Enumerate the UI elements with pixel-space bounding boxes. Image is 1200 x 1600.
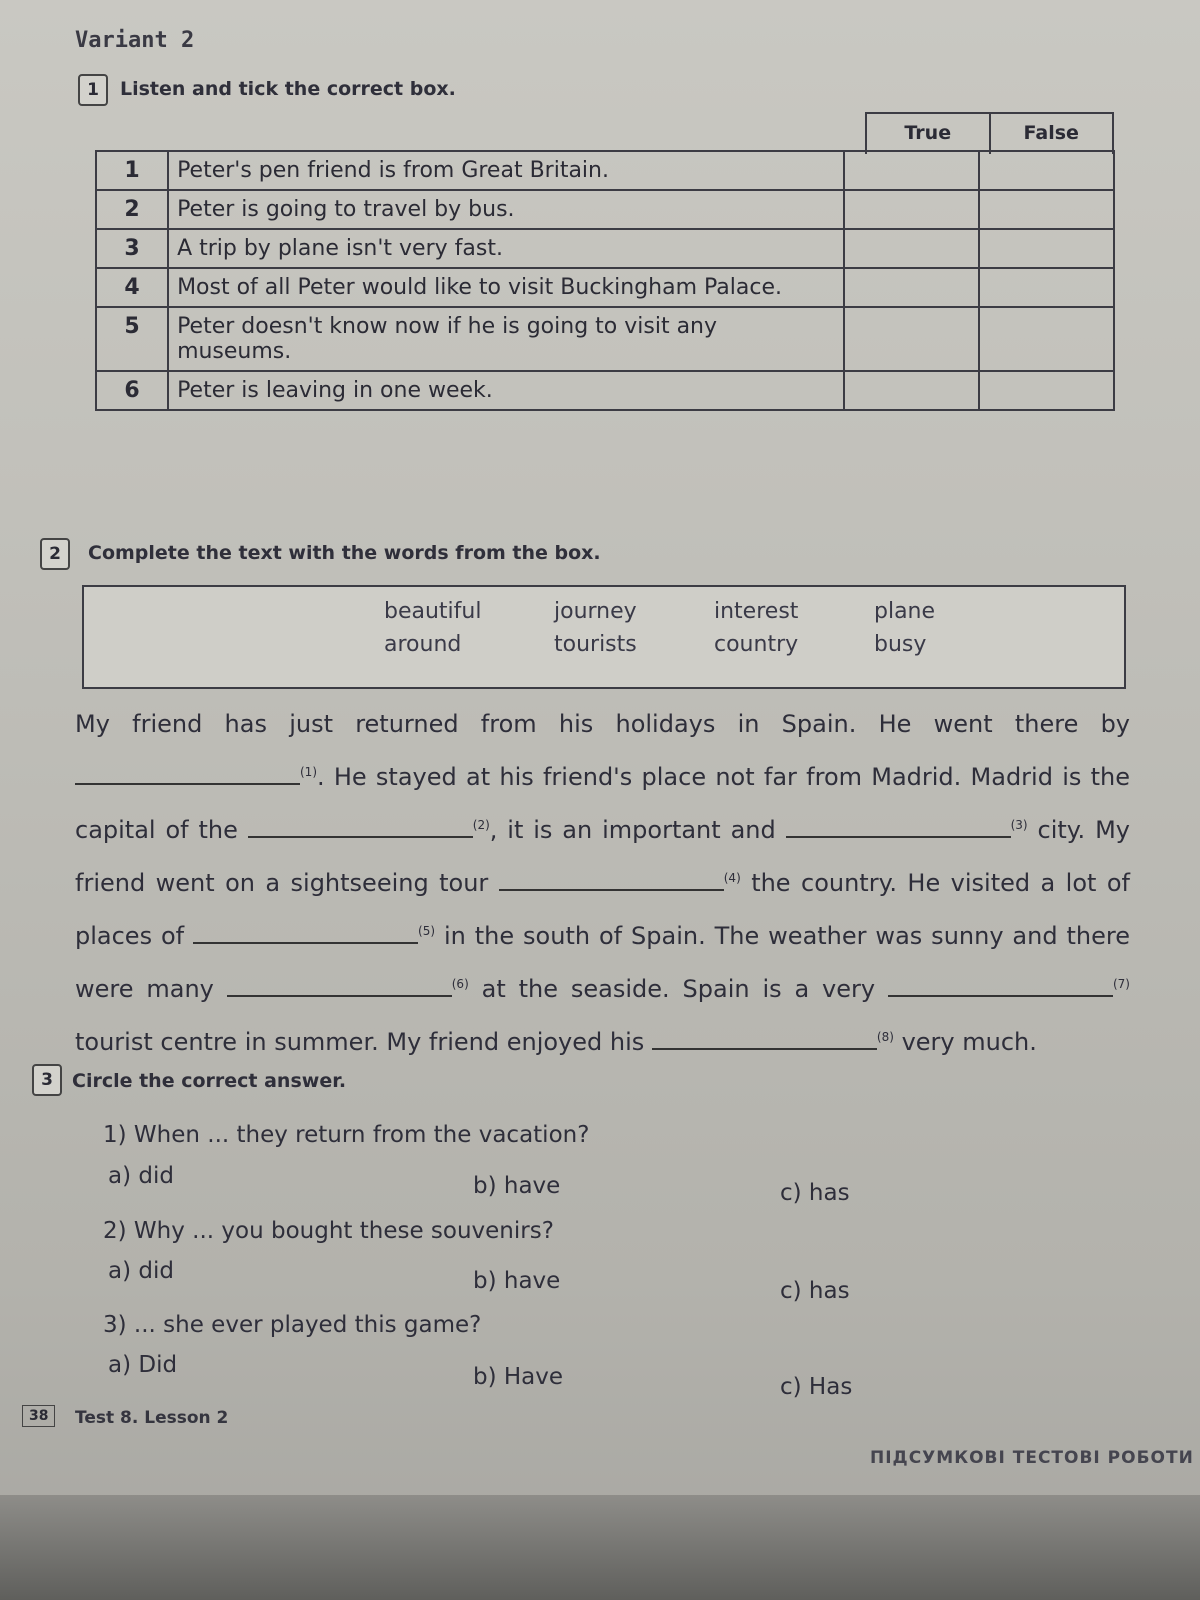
word-item: interest bbox=[714, 599, 799, 624]
statement: Peter is leaving in one week. bbox=[168, 371, 844, 410]
row-number: 4 bbox=[96, 268, 168, 307]
text-segment: , it is an important and bbox=[489, 816, 776, 844]
answer-gap-1[interactable] bbox=[75, 761, 300, 785]
row-number: 6 bbox=[96, 371, 168, 410]
gap-marker: (1) bbox=[300, 765, 317, 779]
table-row bbox=[96, 307, 1114, 371]
false-box[interactable] bbox=[979, 307, 1114, 371]
answer-gap-3[interactable] bbox=[786, 814, 1011, 838]
option-c[interactable]: c) has bbox=[780, 1278, 850, 1304]
table-row bbox=[96, 190, 1114, 229]
row-number: 1 bbox=[96, 151, 168, 190]
option-c[interactable]: c) has bbox=[780, 1180, 850, 1206]
false-column-header: False bbox=[989, 114, 1113, 154]
false-box[interactable] bbox=[979, 190, 1114, 229]
exercise-3-number: 3 bbox=[32, 1064, 62, 1096]
word-item: plane bbox=[874, 599, 936, 624]
table-row bbox=[96, 151, 1114, 190]
answer-gap-7[interactable] bbox=[888, 973, 1113, 997]
true-box[interactable] bbox=[844, 371, 979, 410]
true-false-table bbox=[95, 150, 1115, 411]
answer-gap-6[interactable] bbox=[227, 973, 452, 997]
answer-gap-5[interactable] bbox=[193, 920, 418, 944]
exercise-3-instruction: Circle the correct answer. bbox=[72, 1070, 347, 1092]
word-item: beautiful bbox=[384, 599, 482, 624]
statement: A trip by plane isn't very fast. bbox=[168, 229, 844, 268]
option-a[interactable]: a) Did bbox=[108, 1352, 178, 1378]
variant-title: Variant 2 bbox=[75, 28, 195, 53]
table-row bbox=[96, 371, 1114, 410]
text-segment: in the south of Spain. The weather was sunny and there were many bbox=[75, 922, 1130, 1003]
row-number: 3 bbox=[96, 229, 168, 268]
word-item: tourists bbox=[554, 632, 637, 657]
option-a[interactable]: a) did bbox=[108, 1258, 174, 1284]
option-b[interactable]: b) Have bbox=[473, 1364, 564, 1390]
gap-fill-text bbox=[75, 700, 1130, 1066]
series-title: ПІДСУМКОВІ ТЕСТОВІ РОБОТИ bbox=[870, 1448, 1194, 1468]
statement: Most of all Peter would like to visit Buckingham Palace. bbox=[168, 268, 844, 307]
text-segment: very much. bbox=[901, 1028, 1037, 1056]
true-box[interactable] bbox=[844, 229, 979, 268]
true-box[interactable] bbox=[844, 268, 979, 307]
statement: Peter is going to travel by bus. bbox=[168, 190, 844, 229]
row-number: 2 bbox=[96, 190, 168, 229]
text-segment: at the seaside. Spain is a very bbox=[481, 975, 876, 1003]
option-b[interactable]: b) have bbox=[473, 1173, 561, 1199]
word-item: busy bbox=[874, 632, 927, 657]
true-box[interactable] bbox=[844, 307, 979, 371]
exercise-2-number: 2 bbox=[40, 538, 70, 570]
text-segment: the country. He visited a lot of places of bbox=[75, 869, 1130, 950]
gap-marker: (7) bbox=[1112, 977, 1130, 991]
text-segment: tourist centre in summer. My friend enjoyed his bbox=[75, 1028, 645, 1056]
table-row bbox=[96, 229, 1114, 268]
lesson-label: Test 8. Lesson 2 bbox=[75, 1408, 229, 1428]
table-row bbox=[96, 268, 1114, 307]
gap-marker: (5) bbox=[418, 924, 436, 938]
false-box[interactable] bbox=[979, 151, 1114, 190]
gap-marker: (2) bbox=[472, 818, 490, 832]
gap-marker: (4) bbox=[723, 871, 741, 885]
word-item: around bbox=[384, 632, 462, 657]
true-box[interactable] bbox=[844, 151, 979, 190]
question-2: 2) Why ... you bought these souvenirs? bbox=[103, 1218, 554, 1244]
option-a[interactable]: a) did bbox=[108, 1163, 174, 1189]
gap-marker: (6) bbox=[451, 977, 469, 991]
text-segment: city. My friend went on a sightseeing tour bbox=[75, 816, 1130, 897]
true-box[interactable] bbox=[844, 190, 979, 229]
question-3: 3) ... she ever played this game? bbox=[103, 1312, 482, 1338]
word-item: country bbox=[714, 632, 799, 657]
false-box[interactable] bbox=[979, 229, 1114, 268]
exercise-2-instruction: Complete the text with the words from the box. bbox=[88, 542, 601, 564]
gap-marker: (8) bbox=[876, 1030, 894, 1044]
gap-marker: (3) bbox=[1010, 818, 1028, 832]
false-box[interactable] bbox=[979, 268, 1114, 307]
exercise-1-number: 1 bbox=[78, 74, 108, 106]
word-box bbox=[82, 585, 1126, 689]
row-number: 5 bbox=[96, 307, 168, 371]
page-edge-shadow bbox=[0, 1495, 1200, 1600]
statement: Peter doesn't know now if he is going to visit any museums. bbox=[168, 307, 844, 371]
word-item: journey bbox=[554, 599, 637, 624]
option-b[interactable]: b) have bbox=[473, 1268, 561, 1294]
statement: Peter's pen friend is from Great Britain. bbox=[168, 151, 844, 190]
answer-gap-8[interactable] bbox=[652, 1026, 877, 1050]
false-box[interactable] bbox=[979, 371, 1114, 410]
page-number: 38 bbox=[22, 1405, 55, 1427]
text-segment: My friend has just returned from his holidays in Spain. He went there by bbox=[75, 710, 1130, 738]
answer-gap-2[interactable] bbox=[248, 814, 473, 838]
question-1: 1) When ... they return from the vacation? bbox=[103, 1122, 590, 1148]
exercise-1-instruction: Listen and tick the correct box. bbox=[120, 78, 456, 100]
true-false-header bbox=[865, 112, 1114, 154]
answer-gap-4[interactable] bbox=[499, 867, 724, 891]
text-segment: . He stayed at his friend's place not far from Madrid. Madrid is the capital of the bbox=[75, 763, 1130, 844]
option-c[interactable]: c) Has bbox=[780, 1374, 853, 1400]
true-column-header: True bbox=[904, 122, 952, 144]
